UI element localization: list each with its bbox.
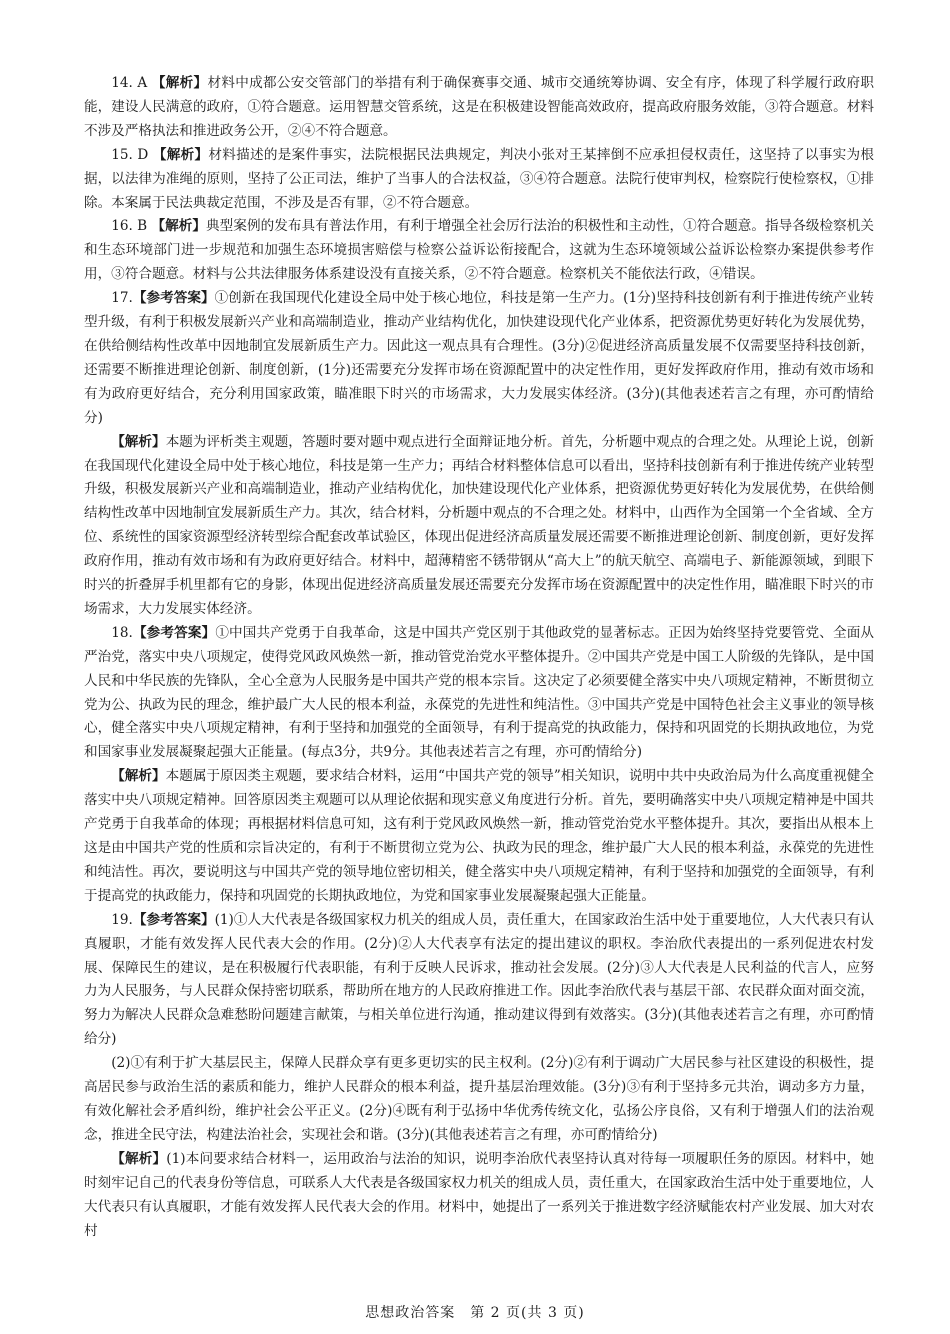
reference-answer-tag: 【参考答案】 xyxy=(132,911,215,928)
analysis-tag: 【解析】 xyxy=(111,768,166,785)
paragraph-q17-analysis xyxy=(84,431,874,622)
page-footer: 思想政治答案 第 2 页(共 3 页) xyxy=(365,1305,585,1321)
paragraph-q17-answer xyxy=(84,287,874,430)
paragraph-text: 本题为评析类主观题，答题时要对题中观点进行全面辩证地分析。首先，分析题中观点的合理之处。从理论上说，创新在我国现代化建设全局中处于核心地位，科技是第一生产力；再结合材料整体信息可以看出，坚持科技创新有利于推进传统产业转型升级，积极发展新兴产业和高端制造业，推动产业结构优化，加快建设现代化产业体系，把资源优势更好转化为发展优势，在供给侧结构性改革中因地制宜发展新质生产力。其次，结合材料，分析题中观点的不合理之处。材料中，山西作为全国第一个全省域、全方位、系统性的国家资源型经济转型综合配套改革试验区，体现出促进经济高质量发展还需要不断推进理论创新、制度创新，更好发挥政府作用，推动有效市场和有为政府更好结合。材料中，超薄精密不锈带钢从“高大上”的航天航空、高端电子、新能源领域，到眼下时兴的折叠屏手机里都有它的身影，体现出促进经济高质量发展还需要充分发挥市场在资源配置中的决定性作用，瞄准眼下时兴的市场需求，大力发展实体经济。 xyxy=(84,433,875,617)
question-number: 19. xyxy=(111,911,133,928)
question-number: 17. xyxy=(111,290,133,307)
question-number: 16. B xyxy=(111,218,152,235)
analysis-tag: 【解析】 xyxy=(111,1150,167,1167)
paragraph-q16 xyxy=(84,215,874,287)
paragraph-text: 本题属于原因类主观题，要求结合材料，运用“中国共产党的领导”相关知识，说明中共中央政治局为什么高度重视健全落实中央八项规定精神。回答原因类主观题可以从理论依据和现实意义角度进行分析。首先，要明确落实中央八项规定精神是中国共产党勇于自我革命的体现；再根据材料信息可知，这有利于党风政风焕然一新，推动管党治党水平整体提升。其次，要指出从根本上这是由中国共产党的性质和宗旨决定的，有利于不断贯彻立党为公、执政为民的理念，维护最广大人民的根本利益，永葆党的先进性和纯洁性。再次，要说明这与中国共产党的领导地位密切相关，健全落实中央八项规定精神，有利于坚持和加强党的全面领导，有利于提高党的执政能力，保持和巩固党的长期执政地位，为党和国家事业发展凝聚起强大正能量。 xyxy=(84,768,874,904)
question-number: 18. xyxy=(111,624,133,641)
paragraph-text: (1)本问要求结合材料一，运用政治与法治的知识，说明李治欣代表坚持认真对待每一项履职任务的原因。材料中，她时刻牢记自己的代表身份等信息，可联系人大代表是各级国家权力机关的组成人员，责任重大，在国家政治生活中处于重要地位，人大代表只有认真履职，才能有效发挥人民代表大会的作用。材料中，她提出了一系列关于推进数字经济赋能农村产业发展、加大对农村 xyxy=(84,1150,874,1239)
analysis-tag: 【解析】 xyxy=(151,75,208,91)
reference-answer-tag: 【参考答案】 xyxy=(132,290,215,307)
paragraph-q18-analysis xyxy=(84,765,874,908)
paragraph-text: 典型案例的发布具有普法作用，有利于增强全社会厉行法治的积极性和主动性，①符合题意。指导各级检察机关和生态环境部门进一步规范和加强生态环境损害赔偿与检察公益诉讼衔接配合，这就为生态环境领域公益诉讼检察办案提供参考作用，③符合题意。材料与公共法律服务体系建设没有直接关系，②不符合题意。检察机关不能依法行政，④错误。 xyxy=(84,218,874,283)
paragraph-text: 材料中成都公安交管部门的举措有利于确保赛事交通、城市交通统筹协调、安全有序，体现了科学履行政府职能，建设人民满意的政府，①符合题意。运用智慧交管系统，这是在积极建设智能高效政府，提高政府服务效能，③符合题意。材料不涉及严格执法和推进政务公开，②④不符合题意。 xyxy=(84,75,875,139)
paragraph-text: (1)①人大代表是各级国家权力机关的组成人员，责任重大，在国家政治生活中处于重要地位，人大代表只有认真履职，才能有效发挥人民代表大会的作用。(2分)②人大代表享有法定的提出建议的职权。李治欣代表提出的一系列促进农村发展、保障民生的建议，是在积极履行代表职能，有利于反映人民诉求，推动社会发展。(2分)③人大代表是人民利益的代言人，应努力为人民服务，与人民群众保持密切联系，帮助所在地方的人民政府推进工作。因此李治欣代表与基层干部、农民群众面对面交流，努力为解决人民群众急难愁盼问题建言献策，与相关单位进行沟通，推动建议得到有效落实。(3分)(其他表述若言之有理，亦可酌情给分) xyxy=(84,911,875,1048)
question-number: 15. D xyxy=(111,146,153,163)
paragraph-q15 xyxy=(84,144,874,216)
analysis-tag: 【解析】 xyxy=(152,146,209,163)
analysis-tag: 【解析】 xyxy=(111,433,166,450)
paragraph-q18-answer xyxy=(84,622,874,765)
paragraph-q19-answer-1 xyxy=(84,909,874,1052)
paragraph-text: ①中国共产党勇于自我革命，这是中国共产党区别于其他政党的显著标志。正因为始终坚持党要管党、全面从严治党，落实中央八项规定，使得党风政风焕然一新，推动管党治党水平整体提升。②中国共产党是中国工人阶级的先锋队，是中国人民和中华民族的先锋队，全心全意为人民服务是中国共产党的根本宗旨。这决定了必须要健全落实中央八项规定精神，不断贯彻立党为公、执政为民的理念，维护最广大人民的根本利益，永葆党的先进性和纯洁性。③中国共产党是中国特色社会主义事业的领导核心，健全落实中央八项规定精神，有利于坚持和加强党的全面领导，有利于提高党的执政能力，保持和巩固党的长期执政地位，为党和国家事业发展凝聚起强大正能量。(每点3分，共9分。其他表述若言之有理，亦可酌情给分) xyxy=(84,624,875,761)
paragraph-text: (2)①有利于扩大基层民主，保障人民群众享有更多更切实的民主权利。(2分)②有利于调动广大居民参与社区建设的积极性，提高居民参与政治生活的素质和能力，维护人民群众的根本利益，提升基层治理效能。(3分)③有利于坚持多元共治，调动多方力量，有效化解社会矛盾纠纷，维护社会公平正义。(2分)④既有利于弘扬中华优秀传统文化，弘扬公序良俗，又有利于增强人们的法治观念，推进全民守法，构建法治社会，实现社会和谐。(3分)(其他表述若言之有理，亦可酌情给分) xyxy=(84,1055,874,1143)
paragraph-q14 xyxy=(84,72,874,144)
paragraph-text: 材料描述的是案件事实，法院根据民法典规定，判决小张对王某摔倒不应承担侵权责任，这坚持了以事实为根据，以法律为准绳的原则，坚持了公正司法，维护了当事人的合法权益，③④符合题意。法院行使审判权，检察院行使检察权，①排除。本案属于民法典裁定范围，不涉及是否有罪，②不符合题意。 xyxy=(84,146,874,211)
analysis-tag: 【解析】 xyxy=(151,218,207,235)
paragraph-q19-analysis xyxy=(84,1148,874,1244)
paragraph-q19-answer-2 xyxy=(84,1052,874,1148)
question-number: 14. A xyxy=(111,75,152,91)
reference-answer-tag: 【参考答案】 xyxy=(132,624,216,641)
paragraph-text: ①创新在我国现代化建设全局中处于核心地位，科技是第一生产力。(1分)坚持科技创新有利于推进传统产业转型升级，有利于积极发展新兴产业和高端制造业，推动产业结构优化，加快建设现代化产业体系，把资源优势更好转化为发展优势，在供给侧结构性改革中因地制宜发展新质生产力。因此这一观点具有合理性。(3分)②促进经济高质量发展不仅需要坚持科技创新，还需要不断推进理论创新、制度创新，(1分)还需要充分发挥市场在资源配置中的决定性作用，更好发挥政府作用，推动有效市场和有为政府更好结合，充分利用国家政策，瞄准眼下时兴的市场需求，大力发展实体经济。(3分)(其他表述若言之有理，亦可酌情给分) xyxy=(84,290,874,426)
answer-document xyxy=(84,72,874,1243)
